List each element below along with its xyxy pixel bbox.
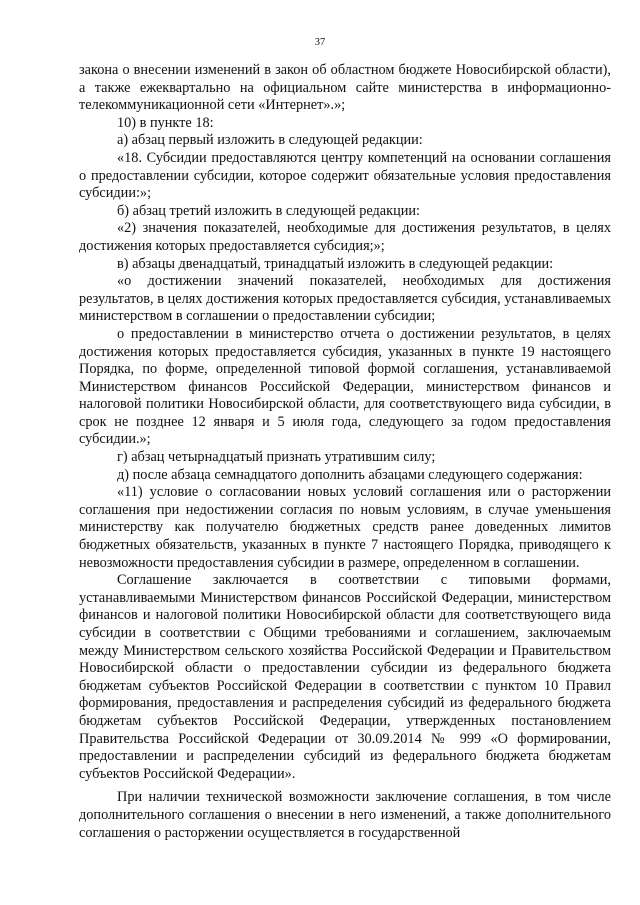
page-number: 37 — [314, 37, 326, 48]
paragraph: д) после абзаца семнадцатого дополнить абзацами следующего содержания: — [117, 466, 583, 483]
paragraph: а) абзац первый изложить в следующей редакции: — [117, 132, 423, 149]
paragraph: При наличии технической возможности заключение соглашения, в том числе дополнительного соглашения о внесении в него изменений, а также дополнительного соглашения о расторжении осуществляется в государственной — [79, 789, 611, 841]
paragraph: 10) в пункте 18: — [117, 114, 214, 131]
paragraph: о предоставлении в министерство отчета о достижении результатов, в целях достижения которых предоставляется субсидия, указанных в пункте 19 настоящего Порядка, по форме, определенной типовой формой соглашения, устанавливаемой Министерством финансов Российской Федерации, министерством финансов и налоговой политики Новосибирской области, для соответствующего вида субсидии, в срок не позднее 12 января и 5 июля года, следующего за годом предоставления субсидии.»; — [79, 325, 611, 448]
paragraph: г) абзац четырнадцатый признать утратившим силу; — [117, 449, 436, 466]
paragraph: в) абзацы двенадцатый, тринадцатый изложить в следующей редакции: — [117, 255, 554, 272]
paragraph: «о достижении значений показателей, необходимых для достижения результатов, в целях достижения которых предоставляется субсидия, устанавливаемых министерством в соглашении о предоставлении субсидии; — [79, 273, 611, 325]
paragraph: закона о внесении изменений в закон об областном бюджете Новосибирской области), а также ежеквартально на официальном сайте министерства в информационно-телекоммуникационной сети «Интернет».»; — [79, 62, 611, 114]
paragraph: Соглашение заключается в соответствии с типовыми формами, устанавливаемыми Министерством финансов Российской Федерации, министерством финансов и налоговой политики Новосибирской области для соответствующего вида субсидии в соответствии с Общими требованиями и соглашением, заключаемым между Министерством сельского хозяйства Российской Федерации и Правительством Новосибирской области о предоставлении субсидии из федерального бюджета бюджетам субъектов Российской Федерации в соответствии с пунктом 10 Правил формирования, предоставления и распределения субсидий из федерального бюджета бюджетам субъектов Российской Федерации, утвержденных постановлением Правительства Российской Федерации от 30.09.2014 № 999 «О формировании, предоставлении и распределении субсидий из федерального бюджета бюджетам субъектов Российской Федерации». — [79, 572, 611, 782]
paragraph: «11) условие о согласовании новых условий соглашения или о расторжении соглашения при недостижении согласия по новым условиям, в случае уменьшения министерству как получателю бюджетных средств ранее доведенных лимитов бюджетных обязательств, указанных в пункте 7 настоящего Порядка, приводящего к невозможности предоставления субсидии в размере, определенном в соглашении. — [79, 484, 611, 571]
paragraph: «18. Субсидии предоставляются центру компетенций на основании соглашения о предоставлении субсидии, которое содержит обязательные условия предоставления субсидии:»; — [79, 149, 611, 202]
paragraph: «2) значения показателей, необходимые для достижения результатов, в целях достижения которых предоставляется субсидия;»; — [79, 220, 611, 254]
document-body — [79, 62, 611, 842]
paragraph: б) абзац третий изложить в следующей редакции: — [117, 202, 421, 219]
